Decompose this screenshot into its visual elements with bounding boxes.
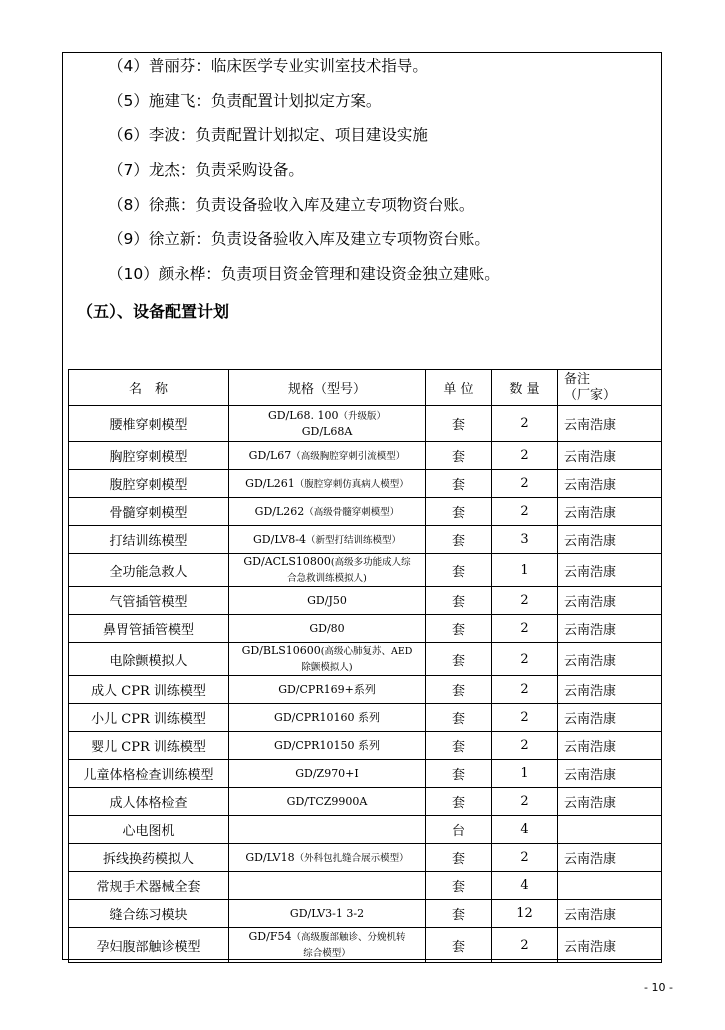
spec-description: 综合模型）: [303, 948, 351, 959]
personnel-item: （5）施建飞：负责配置计划拟定方案。: [108, 92, 382, 110]
cell-unit: 套: [426, 470, 492, 498]
cell-note: 云南浩康: [558, 788, 662, 816]
cell-qty: 3: [492, 526, 558, 554]
cell-spec: [229, 643, 426, 676]
spec-line: [229, 794, 425, 810]
cell-note: [558, 872, 662, 900]
personnel-item: （6）李波：负责配置计划拟定、项目建设实施: [108, 126, 428, 144]
spec-model: GD/TCZ9900A: [286, 794, 368, 808]
spec-line: [229, 408, 425, 424]
cell-unit: 套: [426, 844, 492, 872]
spec-description: （高级腹部触诊、分娩机转: [291, 932, 406, 943]
spec-model: GD/J50: [307, 593, 347, 607]
cell-name: 缝合练习模块: [69, 900, 229, 928]
personnel-item: （10）颜永桦：负责项目资金管理和建设资金独立建账。: [108, 265, 500, 283]
cell-spec: [229, 872, 426, 900]
cell-spec: [229, 844, 426, 872]
cell-spec: [229, 760, 426, 788]
spec-line: [229, 532, 425, 548]
header-note: [558, 370, 662, 406]
cell-name: 儿童体格检查训练模型: [69, 760, 229, 788]
table-row: [69, 587, 662, 615]
header-qty: 数 量: [492, 370, 558, 406]
cell-qty: 2: [492, 844, 558, 872]
spec-model: GD/LV3-1 3-2: [289, 906, 365, 920]
cell-note: 云南浩康: [558, 732, 662, 760]
cell-unit: 套: [426, 788, 492, 816]
cell-unit: 套: [426, 406, 492, 442]
cell-unit: 套: [426, 872, 492, 900]
cell-spec: [229, 816, 426, 844]
cell-unit: 套: [426, 643, 492, 676]
cell-qty: 4: [492, 816, 558, 844]
spec-line: [229, 554, 425, 570]
cell-qty: 2: [492, 615, 558, 643]
spec-description: 除颤模拟人): [301, 662, 353, 673]
cell-unit: 套: [426, 587, 492, 615]
spec-line: [229, 570, 425, 586]
cell-note: 云南浩康: [558, 704, 662, 732]
cell-unit: 套: [426, 732, 492, 760]
spec-model: GD/CPR10150 系列: [274, 738, 380, 752]
table-row: [69, 900, 662, 928]
cell-spec: [229, 587, 426, 615]
cell-note: 云南浩康: [558, 470, 662, 498]
cell-spec: [229, 498, 426, 526]
cell-unit: 套: [426, 615, 492, 643]
cell-spec: [229, 788, 426, 816]
table-row: [69, 554, 662, 587]
spec-line: [229, 945, 425, 961]
spec-line: [229, 710, 425, 726]
spec-line: [229, 448, 425, 464]
table-row: [69, 498, 662, 526]
cell-name: 电除颤模拟人: [69, 643, 229, 676]
table-body: [69, 406, 662, 963]
spec-description: （腹腔穿刺仿真病人模型）: [294, 478, 409, 490]
table-row: [69, 704, 662, 732]
spec-description: （升级版）: [338, 410, 387, 422]
cell-qty: 4: [492, 872, 558, 900]
cell-name: 拆线换药模拟人: [69, 844, 229, 872]
cell-name: 气管插管模型: [69, 587, 229, 615]
spec-description: （高级胸腔穿刺引流模型）: [291, 450, 406, 462]
cell-spec: [229, 406, 426, 442]
cell-name: 婴儿 CPR 训练模型: [69, 732, 229, 760]
cell-name: 骨髓穿刺模型: [69, 498, 229, 526]
spec-model: GD/CPR10160 系列: [274, 710, 380, 724]
cell-spec: [229, 526, 426, 554]
cell-qty: 2: [492, 442, 558, 470]
spec-line: [229, 929, 425, 945]
table-row: [69, 676, 662, 704]
spec-description: （外科包扎缝合展示模型）: [294, 852, 409, 864]
cell-note: 云南浩康: [558, 526, 662, 554]
spec-line: [229, 906, 425, 922]
cell-note: 云南浩康: [558, 928, 662, 963]
cell-note: 云南浩康: [558, 760, 662, 788]
spec-model: GD/ACLS10800: [243, 555, 331, 568]
cell-spec: [229, 554, 426, 587]
header-name: 名 称: [69, 370, 229, 406]
cell-qty: 1: [492, 554, 558, 587]
spec-line: [229, 643, 425, 659]
cell-unit: 套: [426, 498, 492, 526]
cell-qty: 2: [492, 704, 558, 732]
table-row: [69, 643, 662, 676]
cell-note: 云南浩康: [558, 844, 662, 872]
personnel-item: （7）龙杰：负责采购设备。: [108, 161, 304, 179]
spec-line: [229, 682, 425, 698]
personnel-item: （9）徐立新：负责设备验收入库及建立专项物资台账。: [108, 230, 490, 248]
cell-note: [558, 816, 662, 844]
cell-unit: 套: [426, 526, 492, 554]
table-row: [69, 615, 662, 643]
spec-model: GD/CPR169+系列: [278, 682, 376, 696]
cell-spec: [229, 732, 426, 760]
cell-name: 腹腔穿刺模型: [69, 470, 229, 498]
spec-description: (高级多功能成人综: [330, 557, 411, 568]
cell-spec: [229, 928, 426, 963]
spec-line: [229, 593, 425, 609]
table-row: [69, 788, 662, 816]
table-row: [69, 928, 662, 963]
cell-unit: 套: [426, 676, 492, 704]
cell-spec: [229, 900, 426, 928]
cell-qty: 2: [492, 406, 558, 442]
personnel-item: （4）普丽芬：临床医学专业实训室技术指导。: [108, 57, 428, 75]
cell-qty: 2: [492, 788, 558, 816]
cell-name: 腰椎穿刺模型: [69, 406, 229, 442]
spec-description: （新型打结训练模型）: [305, 534, 401, 546]
table-row: [69, 406, 662, 442]
spec-model: GD/F54: [248, 930, 292, 943]
spec-line: [229, 424, 425, 440]
cell-qty: 2: [492, 498, 558, 526]
table-row: [69, 872, 662, 900]
cell-name: 胸腔穿刺模型: [69, 442, 229, 470]
spec-model: GD/LV18: [245, 850, 295, 864]
spec-model: GD/L262: [254, 504, 305, 518]
cell-note: 云南浩康: [558, 615, 662, 643]
cell-qty: 2: [492, 928, 558, 963]
spec-model: GD/Z970+I: [295, 766, 359, 780]
cell-spec: [229, 704, 426, 732]
spec-line: [229, 504, 425, 520]
cell-name: 全功能急救人: [69, 554, 229, 587]
table-row: [69, 816, 662, 844]
spec-model: GD/L67: [248, 448, 292, 462]
header-note-line2: （厂家）: [564, 387, 617, 403]
spec-description: (高级心肺复苏、AED: [320, 646, 413, 657]
cell-name: 常规手术器械全套: [69, 872, 229, 900]
spec-line: [229, 659, 425, 675]
equipment-table: [68, 369, 662, 963]
cell-note: 云南浩康: [558, 676, 662, 704]
cell-qty: 12: [492, 900, 558, 928]
spec-description: （高级骨髓穿刺模型）: [304, 506, 400, 518]
cell-note: 云南浩康: [558, 406, 662, 442]
cell-unit: 套: [426, 900, 492, 928]
cell-unit: 套: [426, 442, 492, 470]
spec-model: GD/L68A: [301, 424, 353, 438]
cell-qty: 2: [492, 676, 558, 704]
cell-note: 云南浩康: [558, 643, 662, 676]
cell-name: 小儿 CPR 训练模型: [69, 704, 229, 732]
spec-description: 合急救训练模拟人): [287, 573, 367, 584]
header-spec: 规格（型号）: [229, 370, 426, 406]
cell-unit: 台: [426, 816, 492, 844]
cell-spec: [229, 676, 426, 704]
cell-name: 鼻胃管插管模型: [69, 615, 229, 643]
cell-name: 打结训练模型: [69, 526, 229, 554]
table-row: [69, 470, 662, 498]
table-row: [69, 526, 662, 554]
section-heading: （五）、设备配置计划: [77, 302, 230, 321]
cell-qty: 2: [492, 470, 558, 498]
spec-model: GD/BLS10600: [241, 644, 321, 657]
spec-model: GD/L68. 100: [267, 408, 339, 422]
spec-line: [229, 850, 425, 866]
spec-line: [229, 476, 425, 492]
cell-spec: [229, 615, 426, 643]
table-row: [69, 760, 662, 788]
cell-spec: [229, 442, 426, 470]
spec-line: [229, 766, 425, 782]
cell-note: 云南浩康: [558, 900, 662, 928]
table-header-row: [69, 370, 662, 406]
cell-qty: 1: [492, 760, 558, 788]
cell-qty: 2: [492, 587, 558, 615]
header-unit: 单 位: [426, 370, 492, 406]
cell-note: 云南浩康: [558, 587, 662, 615]
cell-name: 成人 CPR 训练模型: [69, 676, 229, 704]
table-row: [69, 844, 662, 872]
cell-name: 孕妇腹部触诊模型: [69, 928, 229, 963]
cell-qty: 2: [492, 643, 558, 676]
cell-unit: 套: [426, 704, 492, 732]
table-row: [69, 732, 662, 760]
cell-note: 云南浩康: [558, 442, 662, 470]
page-number: - 10 -: [644, 981, 673, 994]
spec-model: GD/80: [309, 621, 345, 635]
cell-note: 云南浩康: [558, 554, 662, 587]
table-row: [69, 442, 662, 470]
spec-line: [229, 621, 425, 637]
cell-note: 云南浩康: [558, 498, 662, 526]
cell-qty: 2: [492, 732, 558, 760]
cell-unit: 套: [426, 760, 492, 788]
cell-unit: 套: [426, 928, 492, 963]
personnel-item: （8）徐燕：负责设备验收入库及建立专项物资台账。: [108, 196, 475, 214]
spec-model: GD/LV8-4: [253, 532, 306, 546]
header-note-line1: 备注: [564, 371, 591, 387]
cell-name: 心电图机: [69, 816, 229, 844]
spec-line: [229, 738, 425, 754]
cell-spec: [229, 470, 426, 498]
cell-name: 成人体格检查: [69, 788, 229, 816]
spec-model: GD/L261: [245, 476, 295, 490]
cell-unit: 套: [426, 554, 492, 587]
